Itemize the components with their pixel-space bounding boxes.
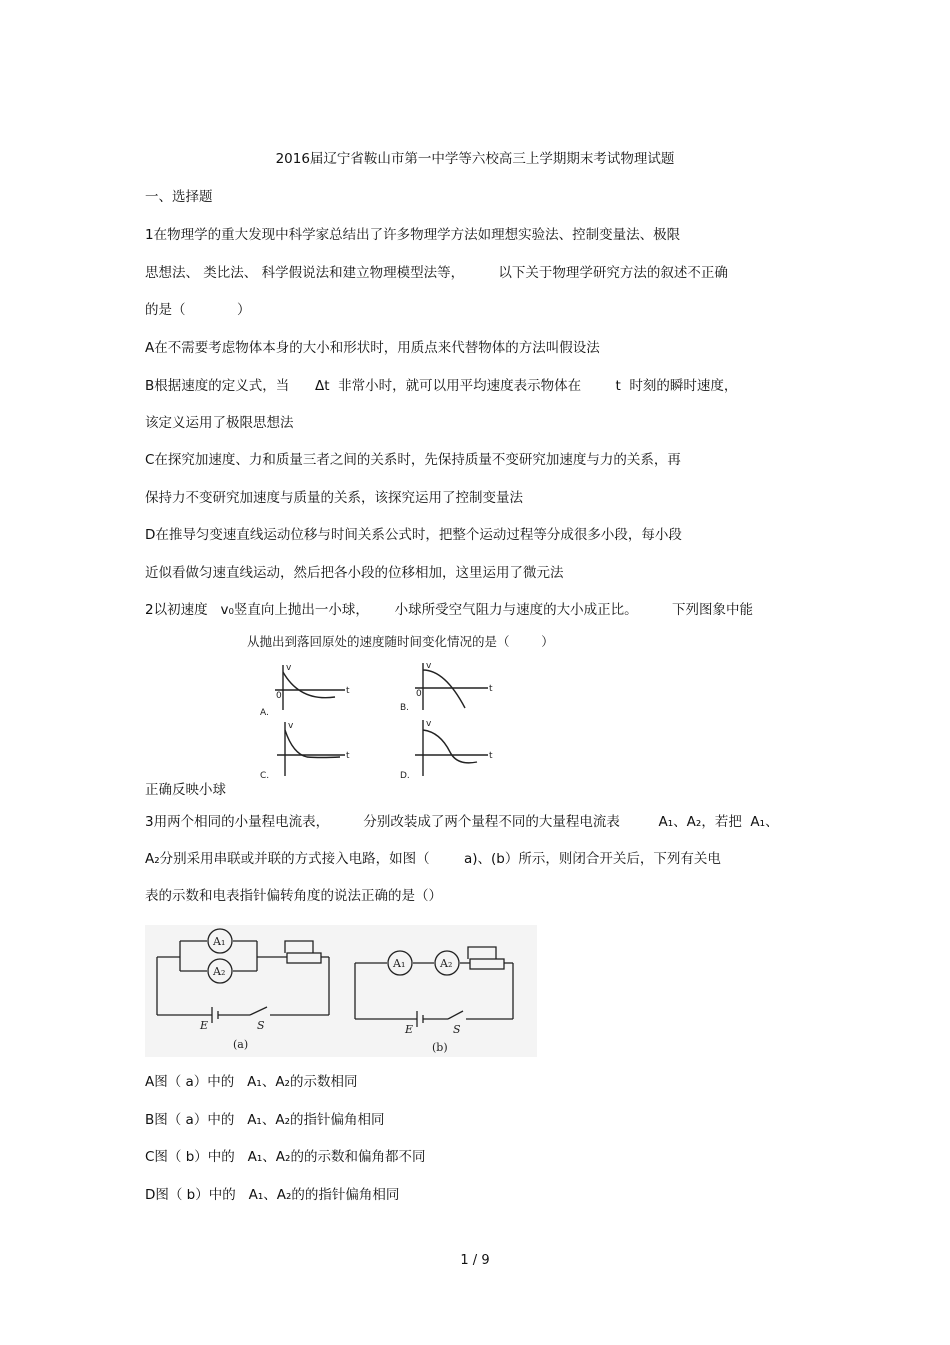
- graph-c-axis-v: v: [288, 721, 294, 731]
- figure-caption: 从抛出到落回原处的速度随时间变化情况的是（ ）: [247, 634, 554, 649]
- circuit-b-ammeter1-label: A₁: [393, 957, 406, 970]
- graph-b-label: B.: [400, 703, 410, 713]
- circuit-figure: [145, 925, 537, 1057]
- graph-a-axis-v: v: [286, 663, 292, 673]
- q1-text-line1: 1在物理学的重大发现中科学家总结出了许多物理学方法如理想实验法、控制变量法、极限: [145, 227, 681, 243]
- circuit-a-ammeter2-label: A₂: [213, 965, 226, 978]
- graph-b-axis-v: v: [426, 661, 432, 671]
- graph-a-axis-t: t: [346, 686, 350, 696]
- q3-option-d: D图（ b）中的 A₁、A₂的的指针偏角相同: [145, 1187, 400, 1203]
- q1-option-c-line1: C在探究加速度、力和质量三者之间的关系时，先保持质量不变研究加速度与力的关系，再: [145, 452, 681, 468]
- q1-option-a: A在不需要考虑物体本身的大小和形状时，用质点来代替物体的方法叫假设法: [145, 340, 600, 356]
- graph-a-origin: 0: [276, 691, 282, 701]
- circuit-b-caption: (b): [432, 1041, 448, 1054]
- graph-b-origin: 0: [416, 689, 422, 699]
- q3-option-a: A图（ a）中的 A₁、A₂的示数相同: [145, 1074, 358, 1090]
- section-heading: 一、选择题: [145, 189, 213, 205]
- q1-text-line3: 的是（ ）: [145, 302, 251, 318]
- circuit-svg: [145, 925, 537, 1057]
- velocity-graphs-figure: [245, 630, 565, 785]
- graph-a-label: A.: [260, 708, 269, 718]
- q1-option-d-line1: D在推导匀变速直线运动位移与时间关系公式时，把整个运动过程等分成很多小段，每小段: [145, 527, 682, 543]
- circuit-b-battery-label: E: [405, 1023, 414, 1036]
- page-number: 1 / 9: [460, 1253, 490, 1268]
- circuit-a-battery-label: E: [200, 1019, 209, 1032]
- circuit-a-ammeter1-label: A₁: [213, 935, 226, 948]
- document-title: 2016届辽宁省鞍山市第一中学等六校高三上学期期末考试物理试题: [275, 151, 675, 167]
- velocity-graphs-svg: [245, 630, 565, 785]
- q1-option-d-line2: 近似看做匀速直线运动，然后把各小段的位移相加，这里运用了微元法: [145, 565, 564, 581]
- q1-text-line2: 思想法、 类比法、 科学假说法和建立物理模型法等， 以下关于物理学研究方法的叙述不正确: [145, 265, 728, 281]
- graph-d-label: D.: [400, 771, 410, 781]
- q3-text-line3: 表的示数和电表指针偏转角度的说法正确的是（）: [145, 888, 442, 904]
- graph-b-axis-t: t: [489, 684, 493, 694]
- q3-text-line2: A₂分别采用串联或并联的方式接入电路，如图（ a)、(b）所示，则闭合开关后，下列有关电: [145, 851, 721, 867]
- q1-option-b-line2: 该定义运用了极限思想法: [145, 415, 294, 431]
- circuit-a-caption: (a): [233, 1038, 249, 1051]
- circuit-b-ammeter2-label: A₂: [440, 957, 453, 970]
- q1-option-b-line1: B根据速度的定义式，当 Δt 非常小时，就可以用平均速度表示物体在 t 时刻的瞬时速度，: [145, 378, 738, 394]
- q1-option-c-line2: 保持力不变研究加速度与质量的关系，该探究运用了控制变量法: [145, 490, 523, 506]
- q3-text-line1: 3用两个相同的小量程电流表， 分别改装成了两个量程不同的大量程电流表 A₁、A₂，若把 A₁、: [145, 814, 779, 830]
- q2-text-line1: 2以初速度 v₀竖直向上抛出一小球， 小球所受空气阻力与速度的大小成正比。 下列图象中能: [145, 602, 753, 618]
- graph-c-label: C.: [260, 771, 270, 781]
- circuit-b-switch-label: S: [453, 1023, 461, 1036]
- graph-d-axis-v: v: [426, 719, 432, 729]
- q3-option-b: B图（ a）中的 A₁、A₂的指针偏角相同: [145, 1112, 385, 1128]
- graph-c-axis-t: t: [346, 751, 350, 761]
- graph-d-axis-t: t: [489, 751, 493, 761]
- circuit-a-switch-label: S: [257, 1019, 265, 1032]
- q3-option-c: C图（ b）中的 A₁、A₂的的示数和偏角都不同: [145, 1149, 426, 1165]
- q2-text-line2: 正确反映小球: [145, 782, 226, 798]
